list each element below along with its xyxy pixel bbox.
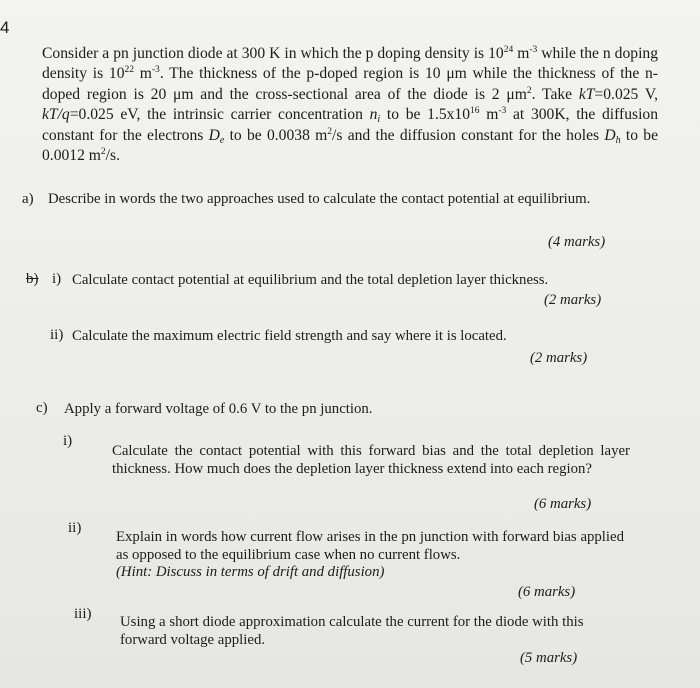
question-b-ii-marks: (2 marks) xyxy=(530,350,588,366)
question-b-i-text: Calculate contact potential at equilibrium and the total depletion layer thickness. xyxy=(72,272,549,288)
question-b-label: b) xyxy=(26,271,39,287)
question-b-ii-label: ii) xyxy=(50,327,64,343)
question-c-ii-hint: (Hint: Discuss in terms of drift and diffusion) xyxy=(116,564,385,580)
question-c-i-label: i) xyxy=(63,433,73,449)
page-number: 4 xyxy=(0,18,10,37)
question-c-ii-label: ii) xyxy=(68,520,82,536)
question-c-i-text: Calculate the contact potential with this forward bias and the total depletion layer thickness. How much does the depletion layer thickness extend into each region? xyxy=(112,443,630,477)
question-c-ii-text: Explain in words how current flow arises in the pn junction with forward bias applied as opposed to the equilibrium case when no current flows. xyxy=(116,529,624,563)
question-b-i-marks: (2 marks) xyxy=(544,292,602,308)
question-a-marks: (4 marks) xyxy=(548,234,606,250)
question-c-iii-marks: (5 marks) xyxy=(520,650,578,666)
question-c-ii-marks: (6 marks) xyxy=(518,584,576,600)
question-c-i-marks: (6 marks) xyxy=(534,496,592,512)
question-c-label: c) xyxy=(36,400,48,416)
question-b-ii-text: Calculate the maximum electric field strength and say where it is located. xyxy=(72,328,507,344)
problem-statement: Consider a pn junction diode at 300 K in which the p doping density is $10^{24}$ $m^{-3}$ while the n doping density is $10^{22}$ $m^{-3}$. The thickness of the p-doped region is 10 μm while the thickness of the n-doped region is 20 μm and the cross-sectional area of the diode is 2 $\mu m^2$. Take kT=0.025 V, kT/q=0.025 eV, the intrinsic carrier concentration $n_i$ to be $1.5x10^{16}$ $m^{-3}$ at 300K, the diffusion constant for the electrons $D_e$ to be 0.0038 $m^2/s$ and the diffusion constant for the holes $D_h$ to be 0.0012 $m^2/s$. xyxy=(42,45,659,165)
question-b-i-label: i) xyxy=(52,271,62,287)
question-c-iii-label: iii) xyxy=(74,606,92,622)
question-a-text: Describe in words the two approaches used to calculate the contact potential at equilibrium. xyxy=(48,191,591,207)
question-a-label: a) xyxy=(22,191,34,207)
question-c-iii-text: Using a short diode approximation calculate the current for the diode with this forward voltage applied. xyxy=(120,614,584,648)
question-c-intro: Apply a forward voltage of 0.6 V to the pn junction. xyxy=(64,401,373,417)
